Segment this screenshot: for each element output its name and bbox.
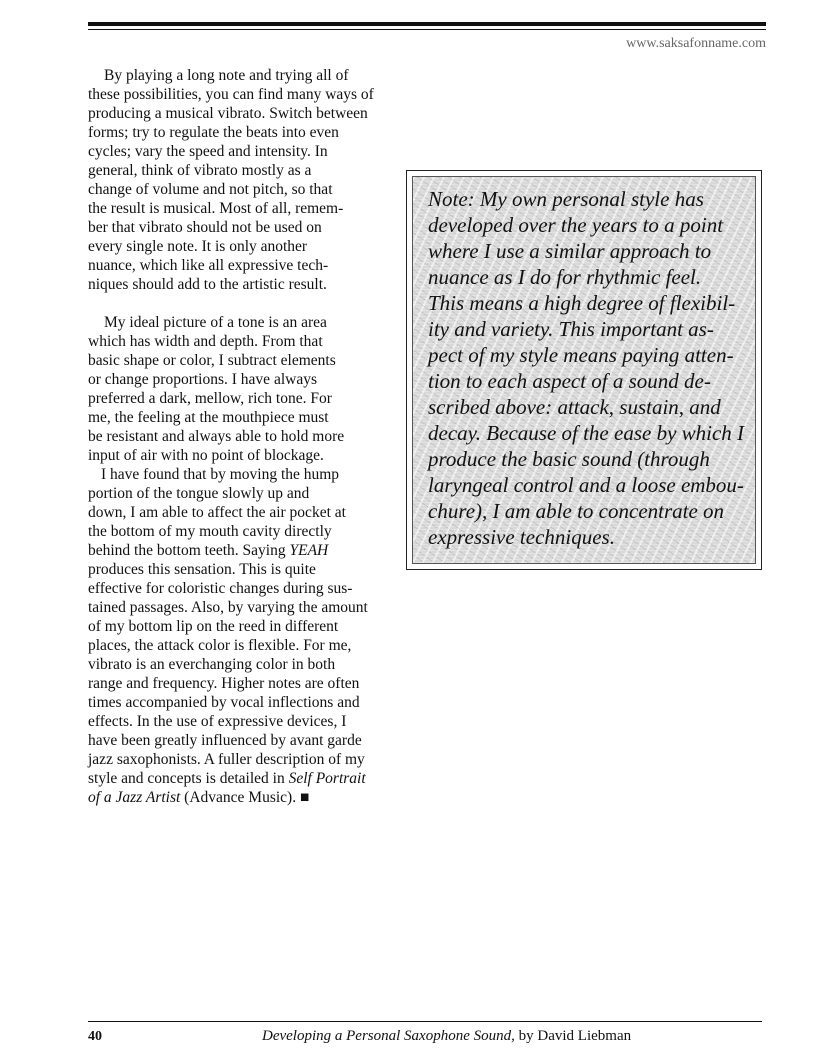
body-line: the bottom of my mouth cavity directly xyxy=(88,523,332,540)
watermark-url: www.saksafonname.com xyxy=(626,36,766,51)
body-line: cycles; vary the speed and intensity. In xyxy=(88,143,328,160)
footer-rule xyxy=(88,1021,762,1022)
body-line: of my bottom lip on the reed in different xyxy=(88,618,339,635)
body-line: have been greatly influenced by avant garde xyxy=(88,732,362,749)
book-title-part2: of a Jazz Artist xyxy=(88,789,181,806)
body-line: forms; try to regulate the beats into even xyxy=(88,124,339,141)
note-line: scribed above: attack, sustain, and xyxy=(428,395,721,419)
body-line: general, think of vibrato mostly as a xyxy=(88,162,312,179)
note-line: produce the basic sound (through xyxy=(428,447,710,471)
body-line: the result is musical. Most of all, remem- xyxy=(88,200,344,217)
page-number: 40 xyxy=(88,1029,102,1044)
body-line: or change proportions. I have always xyxy=(88,371,317,388)
body-line: By playing a long note and trying all of xyxy=(104,67,349,84)
body-line: effects. In the use of expressive devices, I xyxy=(88,713,347,730)
body-line: places, the attack color is flexible. For me, xyxy=(88,637,352,654)
note-line: decay. Because of the ease by which I xyxy=(428,421,745,445)
body-line: down, I am able to affect the air pocket at xyxy=(88,504,346,521)
body-line: input of air with no point of blockage. xyxy=(88,447,324,464)
body-line: preferred a dark, mellow, rich tone. For xyxy=(88,390,332,407)
body-line: basic shape or color, I subtract elements xyxy=(88,352,336,369)
body-line: produces this sensation. This is quite xyxy=(88,561,316,578)
body-line xyxy=(88,770,366,788)
footer-citation xyxy=(262,1028,631,1045)
body-line: I have found that by moving the hump xyxy=(101,466,340,483)
note-line: Note: My own personal style has xyxy=(428,187,704,211)
body-line: times accompanied by vocal inflections and xyxy=(88,694,360,711)
body-line: niques should add to the artistic result. xyxy=(88,276,327,293)
body-line: ber that vibrato should not be used on xyxy=(88,219,322,236)
footer-author: by David Liebman xyxy=(514,1028,632,1044)
yeah-word: YEAH xyxy=(289,542,329,559)
body-line-text: (Advance Music). ■ xyxy=(180,789,310,806)
note-line: chure), I am able to concentrate on xyxy=(428,499,725,523)
body-line: these possibilities, you can find many ways of xyxy=(88,86,374,103)
body-line: be resistant and always able to hold more xyxy=(88,428,345,445)
header-rule-thick xyxy=(88,22,766,26)
body-line: which has width and depth. From that xyxy=(88,333,323,350)
body-line: vibrato is an everchanging color in both xyxy=(88,656,336,673)
note-line: where I use a similar approach to xyxy=(428,239,712,263)
note-line: pect of my style means paying atten- xyxy=(428,343,734,367)
note-line: tion to each aspect of a sound de- xyxy=(428,369,711,393)
note-line: nuance as I do for rhythmic feel. xyxy=(428,265,702,289)
note-line: developed over the years to a point xyxy=(428,213,724,237)
body-line xyxy=(88,789,309,807)
note-line: expressive techniques. xyxy=(428,525,615,549)
body-line: change of volume and not pitch, so that xyxy=(88,181,333,198)
body-line: me, the feeling at the mouthpiece must xyxy=(88,409,329,426)
header-rule-thin xyxy=(88,29,766,30)
body-line: producing a musical vibrato. Switch between xyxy=(88,105,368,122)
body-line: effective for coloristic changes during sus- xyxy=(88,580,353,597)
body-line: My ideal picture of a tone is an area xyxy=(104,314,327,331)
note-line: ity and variety. This important as- xyxy=(428,317,714,341)
book-title-part1: Self Portrait xyxy=(288,770,366,787)
footer-book-title: Developing a Personal Saxophone Sound, xyxy=(262,1028,515,1044)
note-line: This means a high degree of flexibil- xyxy=(428,291,736,315)
body-line: every single note. It is only another xyxy=(88,238,308,255)
body-line: nuance, which like all expressive tech- xyxy=(88,257,329,274)
body-line-text: behind the bottom teeth. Saying xyxy=(88,542,290,559)
body-line xyxy=(88,542,328,560)
body-line-text: style and concepts is detailed in xyxy=(88,770,289,787)
body-line: jazz saxophonists. A fuller description of my xyxy=(88,751,365,768)
body-line: tained passages. Also, by varying the amount xyxy=(88,599,368,616)
note-line: laryngeal control and a loose embou- xyxy=(428,473,744,497)
body-line: portion of the tongue slowly up and xyxy=(88,485,310,502)
body-line: range and frequency. Higher notes are often xyxy=(88,675,360,692)
